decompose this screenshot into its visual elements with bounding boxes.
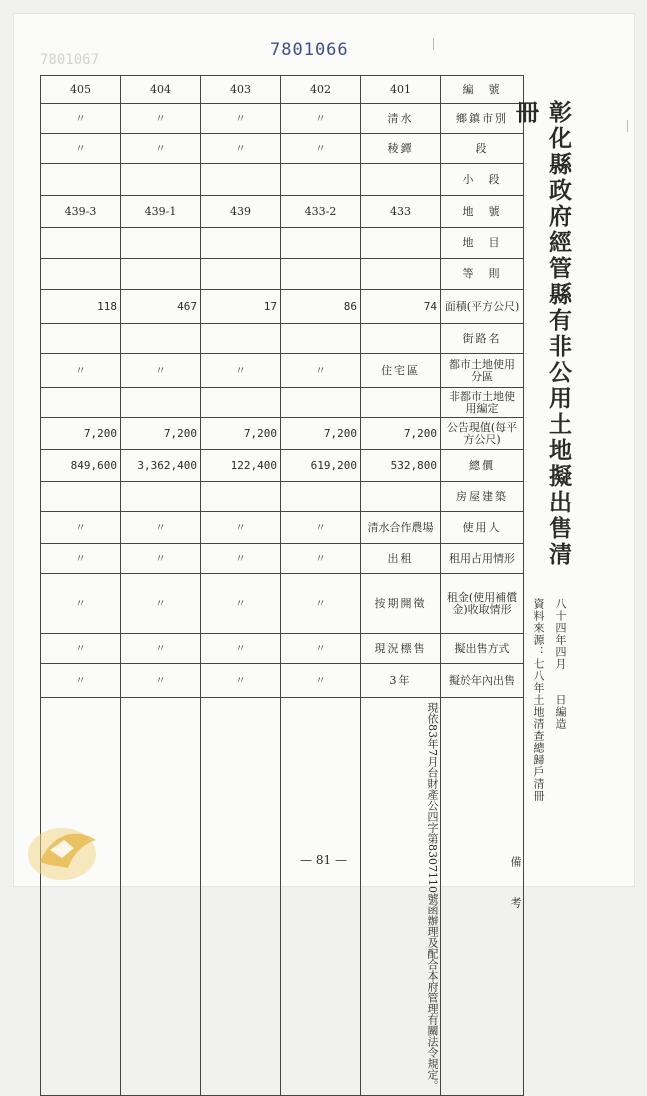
row-sale-method bbox=[41, 634, 524, 664]
cell-urban-use-403: 〃 bbox=[201, 354, 281, 388]
cell-section-404: 〃 bbox=[121, 134, 201, 164]
row-remarks bbox=[41, 698, 524, 1096]
cell-total-401: 532,800 bbox=[361, 450, 441, 482]
label-building: 房屋建築 bbox=[441, 482, 524, 512]
cell-user-404: 〃 bbox=[121, 512, 201, 544]
row-road bbox=[41, 324, 524, 354]
cell-number-404: 404 bbox=[121, 76, 201, 104]
document-title: 彰化縣政府經管縣有非公用土地擬出售清冊 bbox=[512, 100, 572, 568]
cell-sale-402: 〃 bbox=[281, 634, 361, 664]
cell-section-405: 〃 bbox=[41, 134, 121, 164]
row-section bbox=[41, 134, 524, 164]
cell-rent-405: 〃 bbox=[41, 574, 121, 634]
cell-total-405: 849,600 bbox=[41, 450, 121, 482]
label-township: 鄉鎮市別 bbox=[441, 104, 524, 134]
cell-township-402: 〃 bbox=[281, 104, 361, 134]
cell-number-401: 401 bbox=[361, 76, 441, 104]
cell-announced-403: 7,200 bbox=[201, 418, 281, 450]
cell-section-403: 〃 bbox=[201, 134, 281, 164]
cell-year-402: 〃 bbox=[281, 664, 361, 698]
cell-remarks-note: 現依83年7月台財產公四字第8307110號函辦理及配合本府管理有關法令規定。 bbox=[361, 698, 441, 1096]
label-announced-value: 公告現值(每平方公尺) bbox=[441, 418, 524, 450]
label-lot: 地 號 bbox=[441, 196, 524, 228]
cell-lot-401: 433 bbox=[361, 196, 441, 228]
row-lease bbox=[41, 544, 524, 574]
cell-section-402: 〃 bbox=[281, 134, 361, 164]
row-target-year bbox=[41, 664, 524, 698]
edge-tick bbox=[433, 38, 434, 50]
cell-lease-403: 〃 bbox=[201, 544, 281, 574]
cell-section-401: 稜鐔 bbox=[361, 134, 441, 164]
cell-year-401: 3年 bbox=[361, 664, 441, 698]
label-rent: 租金(使用補償金)收取情形 bbox=[441, 574, 524, 634]
cell-township-403: 〃 bbox=[201, 104, 281, 134]
row-area bbox=[41, 290, 524, 324]
row-grade bbox=[41, 259, 524, 290]
row-building bbox=[41, 482, 524, 512]
cell-year-404: 〃 bbox=[121, 664, 201, 698]
cell-year-405: 〃 bbox=[41, 664, 121, 698]
cell-sale-404: 〃 bbox=[121, 634, 201, 664]
edge-tick bbox=[627, 120, 628, 132]
cell-number-403: 403 bbox=[201, 76, 281, 104]
row-user bbox=[41, 512, 524, 544]
row-township bbox=[41, 104, 524, 134]
cell-sale-403: 〃 bbox=[201, 634, 281, 664]
cell-lease-402: 〃 bbox=[281, 544, 361, 574]
cell-urban-use-401: 住宅區 bbox=[361, 354, 441, 388]
cell-user-402: 〃 bbox=[281, 512, 361, 544]
label-target-year: 擬於年內出售 bbox=[441, 664, 524, 698]
row-subsection bbox=[41, 164, 524, 196]
cell-lease-404: 〃 bbox=[121, 544, 201, 574]
row-total-value bbox=[41, 450, 524, 482]
label-urban-use: 都市土地使用分區 bbox=[441, 354, 524, 388]
cell-area-404: 467 bbox=[121, 290, 201, 324]
label-sale-method: 擬出售方式 bbox=[441, 634, 524, 664]
cell-announced-402: 7,200 bbox=[281, 418, 361, 450]
cell-number-405: 405 bbox=[41, 76, 121, 104]
cell-number-402: 402 bbox=[281, 76, 361, 104]
compiled-date: 八十四年四月 日編造 bbox=[554, 598, 567, 730]
cell-lot-405: 439-3 bbox=[41, 196, 121, 228]
cell-township-405: 〃 bbox=[41, 104, 121, 134]
label-nonurban-use: 非都市土地使用編定 bbox=[441, 388, 524, 418]
row-category bbox=[41, 228, 524, 259]
watermark-logo-icon bbox=[20, 810, 110, 890]
cell-lease-405: 〃 bbox=[41, 544, 121, 574]
cell-total-402: 619,200 bbox=[281, 450, 361, 482]
label-remarks: 備考 bbox=[441, 698, 524, 1096]
label-total-value: 總價 bbox=[441, 450, 524, 482]
document-number: 7801066 bbox=[270, 40, 349, 60]
cell-announced-405: 7,200 bbox=[41, 418, 121, 450]
cell-area-402: 86 bbox=[281, 290, 361, 324]
row-urban-use bbox=[41, 354, 524, 388]
label-road: 街路名 bbox=[441, 324, 524, 354]
cell-announced-404: 7,200 bbox=[121, 418, 201, 450]
label-area: 面積(平方公尺) bbox=[441, 290, 524, 324]
cell-user-403: 〃 bbox=[201, 512, 281, 544]
row-nonurban-use bbox=[41, 388, 524, 418]
cell-area-403: 17 bbox=[201, 290, 281, 324]
cell-rent-403: 〃 bbox=[201, 574, 281, 634]
label-subsection: 小 段 bbox=[441, 164, 524, 196]
cell-year-403: 〃 bbox=[201, 664, 281, 698]
cell-township-404: 〃 bbox=[121, 104, 201, 134]
cell-urban-use-405: 〃 bbox=[41, 354, 121, 388]
label-lease: 租用占用情形 bbox=[441, 544, 524, 574]
cell-user-405: 〃 bbox=[41, 512, 121, 544]
row-rent bbox=[41, 574, 524, 634]
cell-total-403: 122,400 bbox=[201, 450, 281, 482]
label-grade: 等 則 bbox=[441, 259, 524, 290]
label-section: 段 bbox=[441, 134, 524, 164]
cell-urban-use-404: 〃 bbox=[121, 354, 201, 388]
label-user: 使用人 bbox=[441, 512, 524, 544]
label-number: 編 號 bbox=[441, 76, 524, 104]
cell-lot-402: 433-2 bbox=[281, 196, 361, 228]
row-announced-value bbox=[41, 418, 524, 450]
cell-rent-401: 按期開徵 bbox=[361, 574, 441, 634]
cell-lot-404: 439-1 bbox=[121, 196, 201, 228]
cell-rent-404: 〃 bbox=[121, 574, 201, 634]
row-number bbox=[41, 76, 524, 104]
cell-user-401: 清水合作農場 bbox=[361, 512, 441, 544]
cell-announced-401: 7,200 bbox=[361, 418, 441, 450]
cell-lot-403: 439 bbox=[201, 196, 281, 228]
cell-rent-402: 〃 bbox=[281, 574, 361, 634]
cell-sale-401: 現況標售 bbox=[361, 634, 441, 664]
cell-township-401: 清水 bbox=[361, 104, 441, 134]
land-list-table bbox=[40, 75, 524, 1096]
cell-area-405: 118 bbox=[41, 290, 121, 324]
page-number: — 81 — bbox=[300, 853, 347, 867]
cell-total-404: 3,362,400 bbox=[121, 450, 201, 482]
row-lot bbox=[41, 196, 524, 228]
cell-sale-405: 〃 bbox=[41, 634, 121, 664]
cell-lease-401: 出租 bbox=[361, 544, 441, 574]
cell-area-401: 74 bbox=[361, 290, 441, 324]
label-category: 地 目 bbox=[441, 228, 524, 259]
source-note: 資料來源：七八年土地清查總歸戶清冊 bbox=[532, 598, 545, 802]
cell-urban-use-402: 〃 bbox=[281, 354, 361, 388]
bleed-through-mark: 7801067 bbox=[40, 52, 100, 68]
